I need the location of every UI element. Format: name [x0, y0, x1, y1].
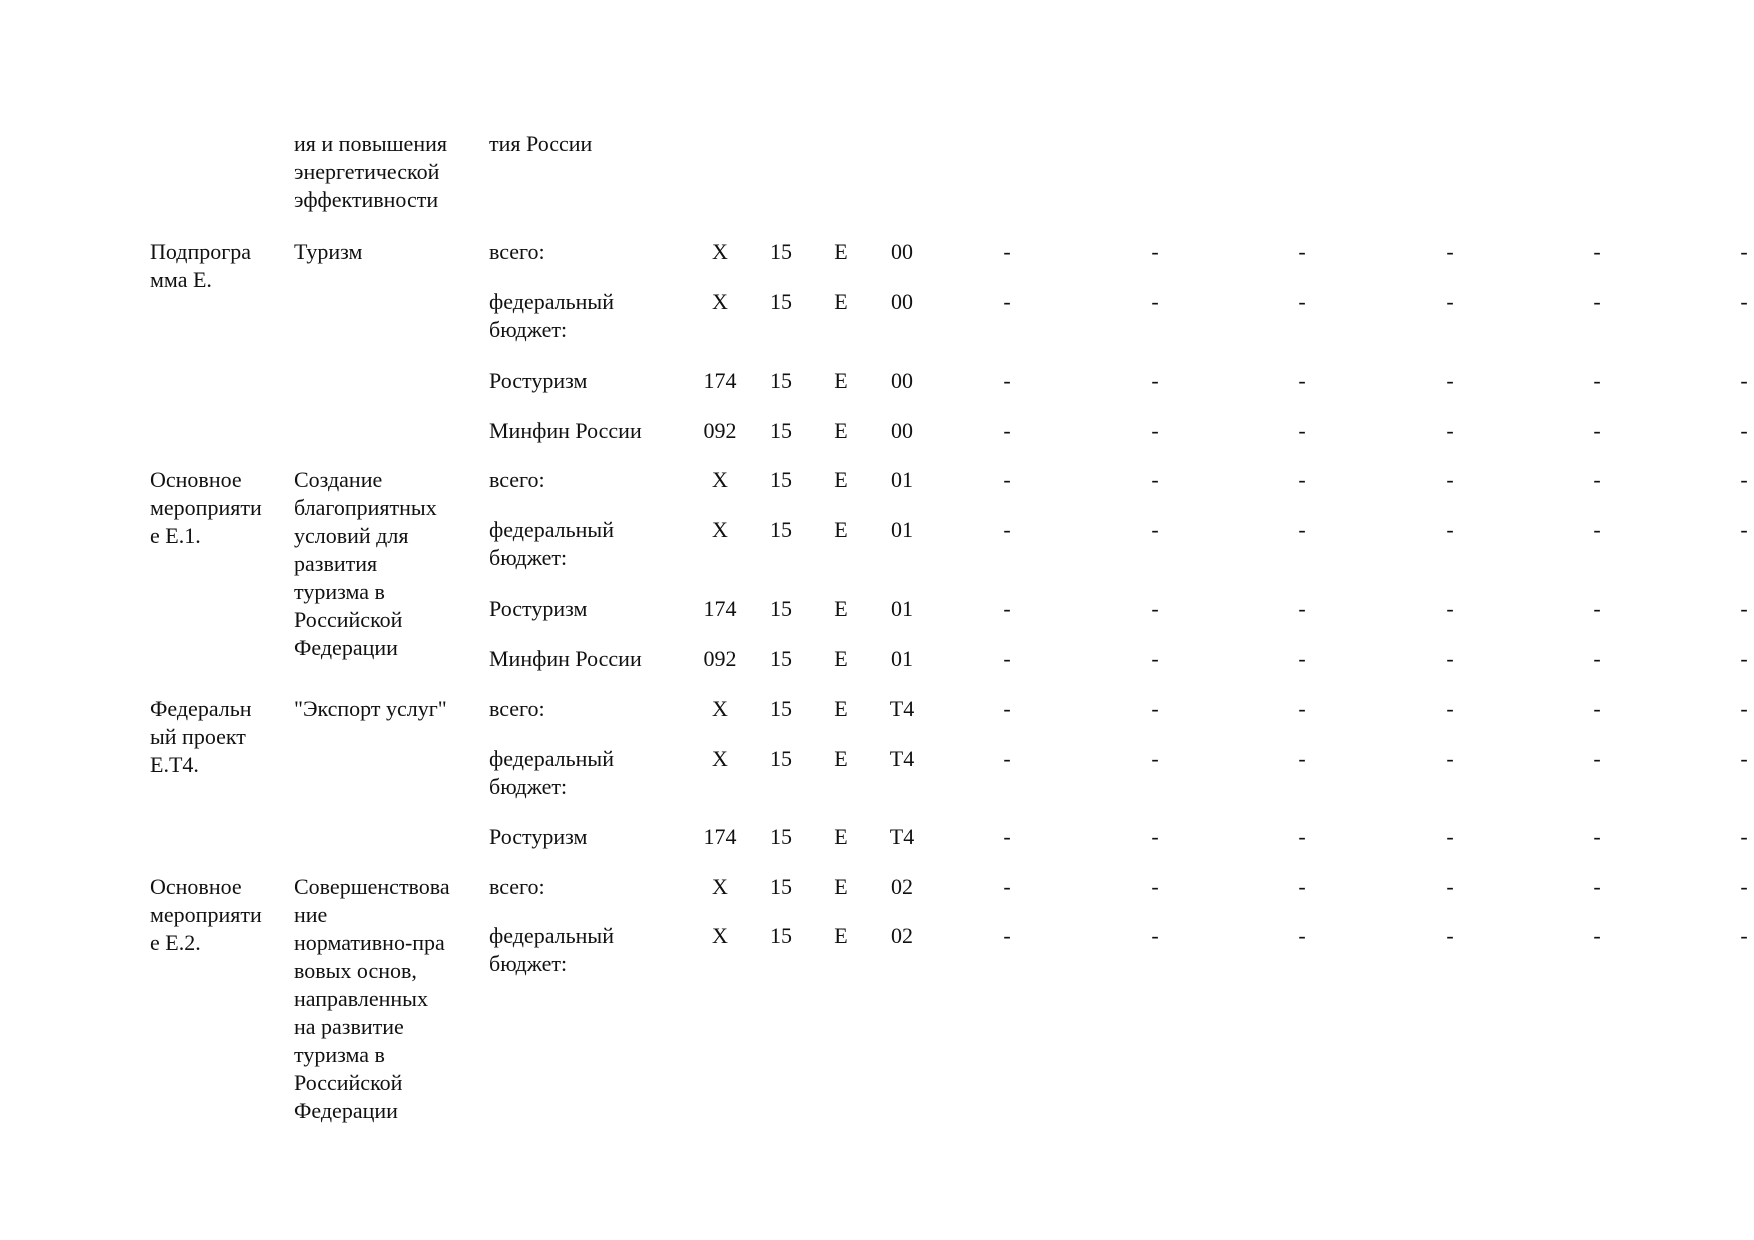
program-cell: Подпрогра мма Е.	[150, 239, 252, 292]
value-cell: -	[1740, 746, 1748, 771]
om-code-cell: Т4	[889, 746, 915, 771]
value-cell: -	[1003, 646, 1011, 671]
om-code-cell: 01	[891, 646, 913, 671]
gp-code-cell: 15	[770, 696, 792, 721]
name-cell: "Экспорт услуг"	[294, 696, 447, 721]
om-code-cell: Т4	[889, 696, 915, 721]
value-cell: -	[1740, 368, 1748, 393]
value-cell: -	[1740, 696, 1748, 721]
pgp-code-cell: Е	[834, 824, 848, 849]
gp-code-cell: 15	[770, 517, 792, 542]
value-cell: -	[1003, 418, 1011, 443]
value-cell: -	[1003, 289, 1011, 314]
value-cell: -	[1446, 824, 1454, 849]
value-cell: -	[1446, 923, 1454, 948]
value-cell: -	[1298, 289, 1306, 314]
gp-code-cell: 15	[770, 874, 792, 899]
pgp-code-cell: Е	[834, 418, 848, 443]
value-cell: -	[1593, 368, 1601, 393]
value-cell: -	[1593, 696, 1601, 721]
value-cell: -	[1740, 467, 1748, 492]
value-cell: -	[1593, 239, 1601, 264]
value-cell: -	[1151, 596, 1159, 621]
source-cell: Ростуризм	[489, 824, 588, 849]
value-cell: -	[1151, 646, 1159, 671]
grbs-code-cell: 092	[703, 646, 737, 671]
source-cell: федеральный бюджет:	[489, 289, 614, 342]
om-code-cell: 01	[891, 596, 913, 621]
value-cell: -	[1593, 418, 1601, 443]
om-code-cell: Т4	[889, 824, 915, 849]
value-cell: -	[1593, 824, 1601, 849]
gp-code-cell: 15	[770, 923, 792, 948]
source-cell: всего:	[489, 696, 545, 721]
grbs-code-cell: X	[712, 517, 728, 542]
om-code-cell: 00	[891, 239, 913, 264]
value-cell: -	[1740, 824, 1748, 849]
value-cell: -	[1151, 696, 1159, 721]
value-cell: -	[1151, 418, 1159, 443]
source-cell: Минфин России	[489, 646, 642, 671]
value-cell: -	[1446, 696, 1454, 721]
value-cell: -	[1151, 923, 1159, 948]
om-code-cell: 01	[891, 467, 913, 492]
value-cell: -	[1593, 289, 1601, 314]
pgp-code-cell: Е	[834, 696, 848, 721]
name-cell: Туризм	[294, 239, 363, 264]
value-cell: -	[1151, 368, 1159, 393]
value-cell: -	[1003, 923, 1011, 948]
source-cell: федеральный бюджет:	[489, 746, 614, 799]
source-cell: федеральный бюджет:	[489, 517, 614, 570]
value-cell: -	[1593, 874, 1601, 899]
source-cell: всего:	[489, 467, 545, 492]
pgp-code-cell: Е	[834, 467, 848, 492]
om-code-cell: 00	[891, 289, 913, 314]
value-cell: -	[1740, 923, 1748, 948]
grbs-code-cell: X	[712, 467, 728, 492]
value-cell: -	[1003, 596, 1011, 621]
om-code-cell: 02	[891, 923, 913, 948]
source-cell: Ростуризм	[489, 368, 588, 393]
value-cell: -	[1740, 289, 1748, 314]
grbs-code-cell: 174	[703, 824, 737, 849]
pgp-code-cell: Е	[834, 746, 848, 771]
value-cell: -	[1740, 418, 1748, 443]
value-cell: -	[1740, 239, 1748, 264]
value-cell: -	[1593, 467, 1601, 492]
pgp-code-cell: Е	[834, 874, 848, 899]
gp-code-cell: 15	[770, 239, 792, 264]
value-cell: -	[1003, 746, 1011, 771]
value-cell: -	[1298, 874, 1306, 899]
gp-code-cell: 15	[770, 824, 792, 849]
value-cell: -	[1003, 467, 1011, 492]
pgp-code-cell: Е	[834, 517, 848, 542]
program-cell: Основное мероприяти е Е.1.	[150, 467, 262, 548]
grbs-code-cell: X	[712, 696, 728, 721]
gp-code-cell: 15	[770, 289, 792, 314]
value-cell: -	[1446, 517, 1454, 542]
om-code-cell: 00	[891, 418, 913, 443]
pgp-code-cell: Е	[834, 289, 848, 314]
value-cell: -	[1593, 923, 1601, 948]
value-cell: -	[1446, 874, 1454, 899]
om-code-cell: 02	[891, 874, 913, 899]
value-cell: -	[1151, 824, 1159, 849]
value-cell: -	[1593, 746, 1601, 771]
source-cell: Ростуризм	[489, 596, 588, 621]
value-cell: -	[1003, 696, 1011, 721]
gp-code-cell: 15	[770, 418, 792, 443]
source-cell: федеральный бюджет:	[489, 923, 614, 976]
value-cell: -	[1003, 874, 1011, 899]
program-cell: Федеральн ый проект Е.Т4.	[150, 696, 252, 777]
grbs-code-cell: X	[712, 874, 728, 899]
gp-code-cell: 15	[770, 467, 792, 492]
value-cell: -	[1151, 874, 1159, 899]
value-cell: -	[1151, 289, 1159, 314]
value-cell: -	[1298, 646, 1306, 671]
value-cell: -	[1298, 239, 1306, 264]
value-cell: -	[1151, 746, 1159, 771]
value-cell: -	[1003, 368, 1011, 393]
grbs-code-cell: 092	[703, 418, 737, 443]
value-cell: -	[1446, 596, 1454, 621]
grbs-code-cell: X	[712, 923, 728, 948]
pgp-code-cell: Е	[834, 368, 848, 393]
value-cell: -	[1003, 239, 1011, 264]
value-cell: -	[1446, 746, 1454, 771]
source-cell: тия России	[489, 131, 593, 156]
grbs-code-cell: 174	[703, 368, 737, 393]
value-cell: -	[1446, 646, 1454, 671]
value-cell: -	[1593, 517, 1601, 542]
pgp-code-cell: Е	[834, 239, 848, 264]
gp-code-cell: 15	[770, 596, 792, 621]
om-code-cell: 00	[891, 368, 913, 393]
value-cell: -	[1298, 596, 1306, 621]
value-cell: -	[1151, 517, 1159, 542]
pgp-code-cell: Е	[834, 923, 848, 948]
value-cell: -	[1740, 874, 1748, 899]
value-cell: -	[1446, 368, 1454, 393]
gp-code-cell: 15	[770, 368, 792, 393]
value-cell: -	[1446, 289, 1454, 314]
program-cell: Основное мероприяти е Е.2.	[150, 874, 262, 955]
value-cell: -	[1593, 596, 1601, 621]
gp-code-cell: 15	[770, 646, 792, 671]
name-cell: ия и повышения энергетической эффективности	[294, 131, 447, 212]
value-cell: -	[1740, 646, 1748, 671]
value-cell: -	[1298, 418, 1306, 443]
grbs-code-cell: X	[712, 289, 728, 314]
name-cell: Создание благоприятных условий для развития туризма в Российской Федерации	[294, 467, 437, 660]
value-cell: -	[1298, 517, 1306, 542]
value-cell: -	[1446, 418, 1454, 443]
value-cell: -	[1003, 824, 1011, 849]
grbs-code-cell: 174	[703, 596, 737, 621]
value-cell: -	[1740, 517, 1748, 542]
value-cell: -	[1298, 923, 1306, 948]
source-cell: всего:	[489, 874, 545, 899]
value-cell: -	[1151, 239, 1159, 264]
value-cell: -	[1740, 596, 1748, 621]
source-cell: Минфин России	[489, 418, 642, 443]
value-cell: -	[1298, 824, 1306, 849]
name-cell: Совершенствова ние нормативно-пра вовых основ, направленных на развитие туризма в Российской Федерации	[294, 874, 450, 1123]
value-cell: -	[1298, 746, 1306, 771]
grbs-code-cell: X	[712, 239, 728, 264]
gp-code-cell: 15	[770, 746, 792, 771]
value-cell: -	[1298, 696, 1306, 721]
grbs-code-cell: X	[712, 746, 728, 771]
value-cell: -	[1151, 467, 1159, 492]
value-cell: -	[1593, 646, 1601, 671]
value-cell: -	[1298, 467, 1306, 492]
source-cell: всего:	[489, 239, 545, 264]
value-cell: -	[1446, 239, 1454, 264]
value-cell: -	[1446, 467, 1454, 492]
value-cell: -	[1003, 517, 1011, 542]
om-code-cell: 01	[891, 517, 913, 542]
value-cell: -	[1298, 368, 1306, 393]
pgp-code-cell: Е	[834, 596, 848, 621]
pgp-code-cell: Е	[834, 646, 848, 671]
